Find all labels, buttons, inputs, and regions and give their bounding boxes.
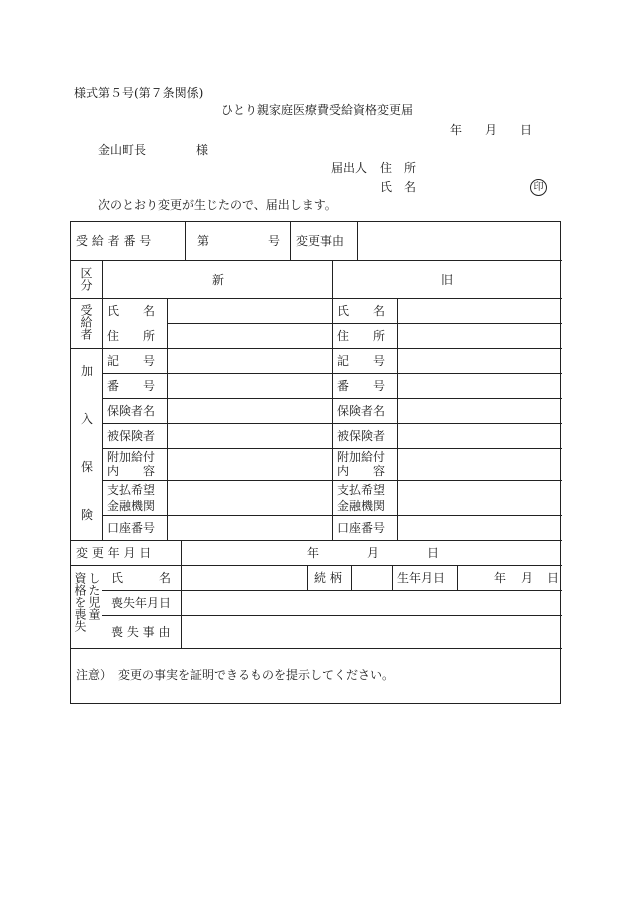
insurance-group-char-3: 保 — [81, 460, 94, 474]
recipient-number-label: 受 給 者 番 号 — [76, 234, 152, 248]
insurance-group-char-2: 入 — [81, 412, 94, 426]
old-extra-benefit-label-1: 附加給付 — [337, 450, 386, 464]
birth-day: 日 — [547, 571, 560, 585]
old-bank-label-2: 金融機関 — [337, 499, 386, 513]
insurance-group-char-4: 険 — [81, 508, 94, 522]
relationship-label: 続 柄 — [314, 571, 342, 585]
lost-group-label-1: した児童 — [87, 572, 101, 620]
old-address-label: 住 所 — [337, 329, 386, 343]
child-name-label: 氏 名 — [111, 571, 172, 585]
date-day: 日 — [520, 123, 533, 137]
new-insurer-label: 保険者名 — [107, 404, 156, 418]
new-name-label: 氏 名 — [107, 304, 156, 318]
applicant-label: 届出人 — [331, 161, 368, 175]
insurance-group-char-1: 加 — [81, 364, 94, 378]
new-extra-benefit-label-1: 附加給付 — [107, 450, 156, 464]
addressee: 金山町長 — [98, 143, 147, 157]
category-label: 区分 — [79, 267, 93, 291]
birth-date-label: 生年月日 — [397, 571, 446, 585]
old-insured-label: 被保険者 — [337, 429, 386, 443]
applicant-name-label: 氏 名 — [380, 180, 417, 194]
change-reason-label: 変更事由 — [296, 234, 345, 248]
note-text: 注意） 変更の事実を証明できるものを提示してください。 — [76, 668, 395, 682]
old-column-header: 旧 — [441, 273, 454, 287]
change-date-label: 変 更 年 月 日 — [76, 546, 152, 560]
number-prefix: 第 — [197, 234, 210, 248]
new-account-number-label: 口座番号 — [107, 521, 156, 535]
seal-icon: 印 — [530, 179, 547, 196]
new-bank-label-1: 支払希望 — [107, 483, 156, 497]
number-suffix: 号 — [268, 234, 281, 248]
old-insurer-label: 保険者名 — [337, 404, 386, 418]
new-symbol-label: 記 号 — [107, 354, 156, 368]
form-number: 様式第５号(第７条関係) — [74, 86, 204, 100]
change-date-year: 年 — [307, 546, 320, 560]
new-number-label: 番 号 — [107, 379, 156, 393]
change-form-table — [70, 221, 561, 704]
old-name-label: 氏 名 — [337, 304, 386, 318]
recipient-group-label: 受給者 — [79, 304, 93, 340]
old-symbol-label: 記 号 — [337, 354, 386, 368]
date-month: 月 — [485, 123, 498, 137]
form-title: ひとり親家庭医療費受給資格変更届 — [221, 103, 414, 117]
loss-reason-label: 喪 失 事 由 — [111, 625, 171, 639]
new-column-header: 新 — [212, 273, 225, 287]
birth-year: 年 — [494, 571, 507, 585]
old-number-label: 番 号 — [337, 379, 386, 393]
date-year: 年 — [450, 123, 463, 137]
applicant-address-label: 住 所 — [380, 161, 417, 175]
old-account-number-label: 口座番号 — [337, 521, 386, 535]
lost-group-label-2: 資格を喪失 — [73, 572, 87, 632]
old-extra-benefit-label-2: 内 容 — [337, 464, 386, 478]
new-insured-label: 被保険者 — [107, 429, 156, 443]
change-date-month: 月 — [367, 546, 380, 560]
change-date-day: 日 — [427, 546, 440, 560]
old-bank-label-1: 支払希望 — [337, 483, 386, 497]
new-address-label: 住 所 — [107, 329, 156, 343]
birth-month: 月 — [521, 571, 534, 585]
intro-text: 次のとおり変更が生じたので、届出します。 — [98, 198, 337, 212]
loss-date-label: 喪失年月日 — [111, 596, 172, 610]
addressee-suffix: 様 — [196, 143, 209, 157]
new-bank-label-2: 金融機関 — [107, 499, 156, 513]
new-extra-benefit-label-2: 内 容 — [107, 464, 156, 478]
